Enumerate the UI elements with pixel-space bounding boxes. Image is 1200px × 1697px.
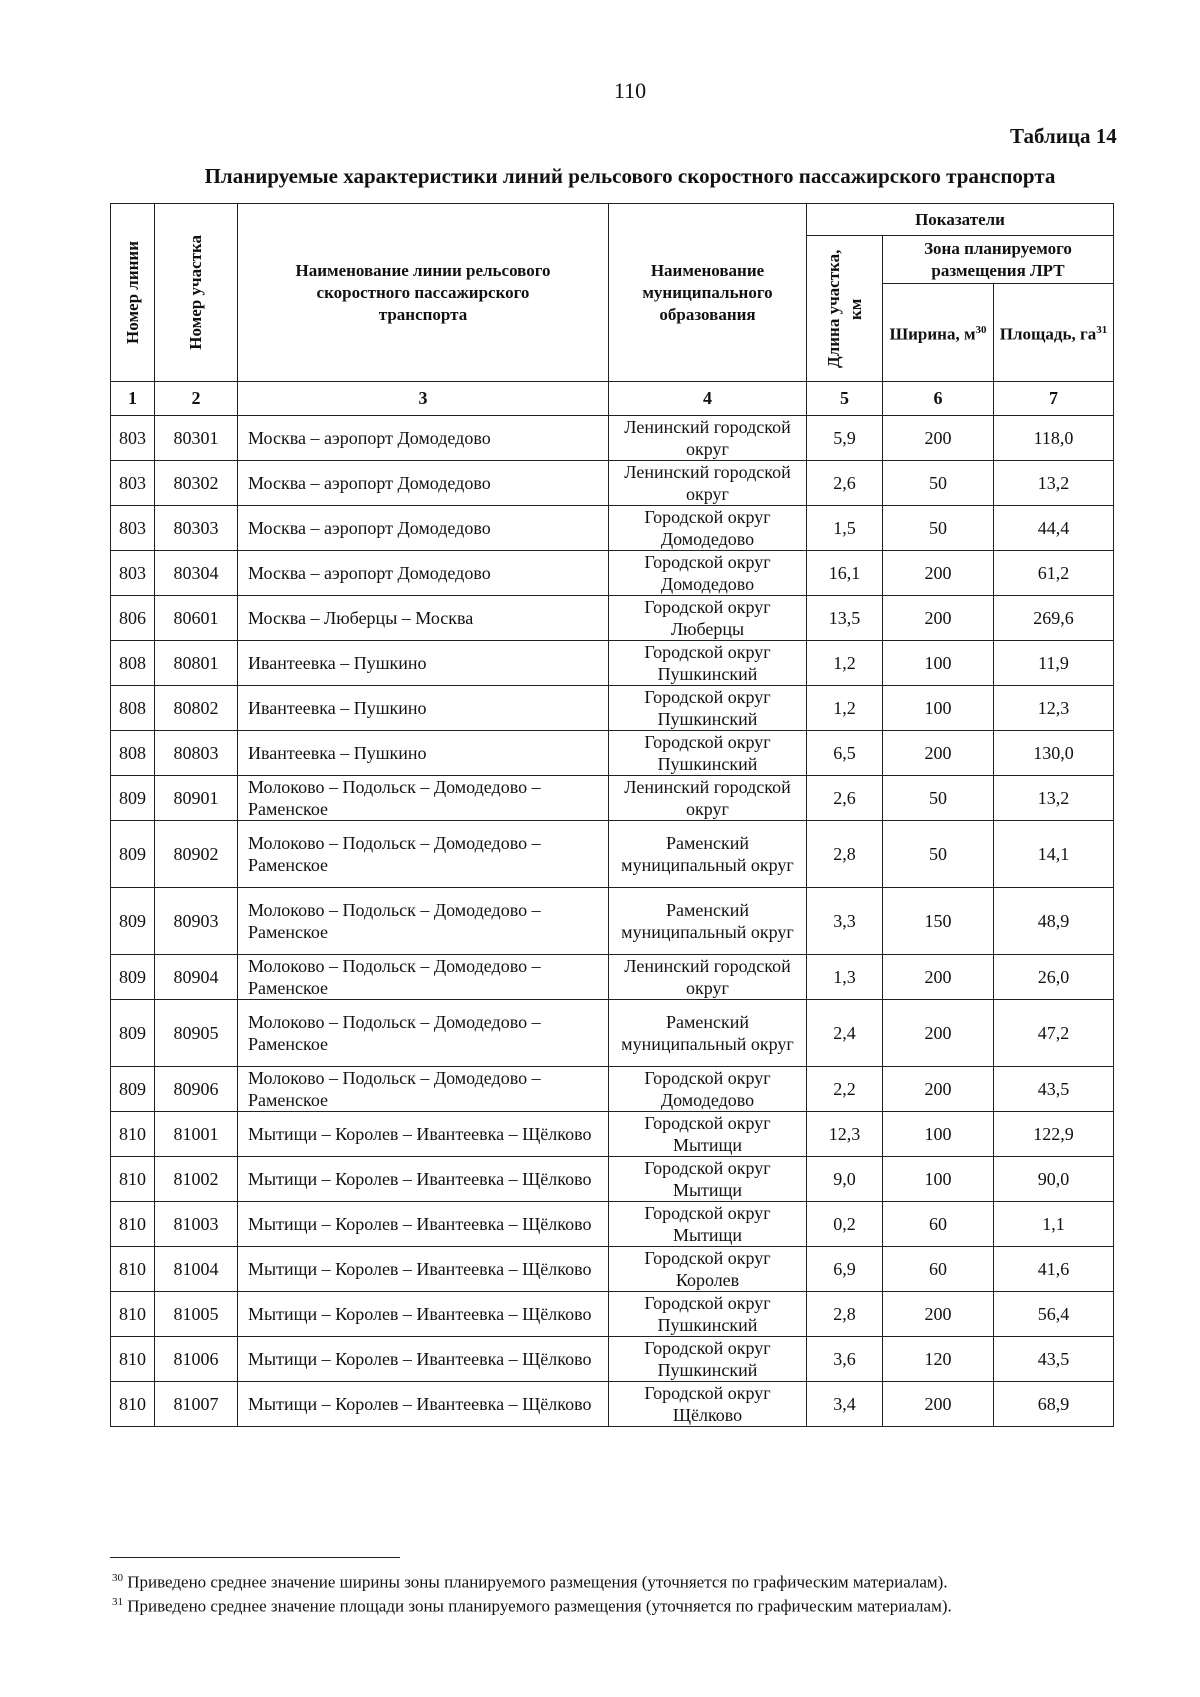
cell-line-name: Мытищи – Королев – Ивантеевка – Щёлково (238, 1292, 609, 1337)
table-label: Таблица 14 (1010, 124, 1117, 148)
cell-length: 0,2 (807, 1202, 883, 1247)
cell-section-number: 80901 (155, 776, 238, 821)
cell-length: 6,9 (807, 1247, 883, 1292)
table-row (111, 731, 1114, 776)
cell-width: 150 (883, 888, 994, 955)
cell-area: 11,9 (994, 641, 1114, 686)
cell-line-number: 810 (111, 1112, 155, 1157)
cell-area: 43,5 (994, 1067, 1114, 1112)
table-row (111, 1337, 1114, 1382)
cell-line-number: 803 (111, 506, 155, 551)
cell-area: 14,1 (994, 821, 1114, 888)
cell-area: 269,6 (994, 596, 1114, 641)
cell-width: 50 (883, 776, 994, 821)
table-row (111, 821, 1114, 888)
table-row (111, 551, 1114, 596)
cell-municipality: Городской округ Домодедово (609, 1067, 807, 1112)
cell-line-number: 810 (111, 1247, 155, 1292)
cell-line-name: Ивантеевка – Пушкино (238, 731, 609, 776)
cell-area: 122,9 (994, 1112, 1114, 1157)
cell-line-number: 810 (111, 1382, 155, 1427)
cell-width: 60 (883, 1202, 994, 1247)
cell-width: 200 (883, 955, 994, 1000)
cell-section-number: 80802 (155, 686, 238, 731)
table-row (111, 1157, 1114, 1202)
cell-line-name: Москва – Люберцы – Москва (238, 596, 609, 641)
table-row (111, 461, 1114, 506)
cell-length: 1,5 (807, 506, 883, 551)
cell-width: 200 (883, 1382, 994, 1427)
cell-municipality: Городской округ Щёлково (609, 1382, 807, 1427)
header-width: Ширина, $м^{30}$ (883, 284, 994, 382)
cell-area: 47,2 (994, 1000, 1114, 1067)
cell-line-number: 809 (111, 1067, 155, 1112)
cell-area: 13,2 (994, 461, 1114, 506)
table-row (111, 1067, 1114, 1112)
table-row (111, 1000, 1114, 1067)
cell-area: 12,3 (994, 686, 1114, 731)
table-row (111, 888, 1114, 955)
cell-width: 50 (883, 461, 994, 506)
cell-length: 2,8 (807, 1292, 883, 1337)
cell-area: 1,1 (994, 1202, 1114, 1247)
cell-width: 120 (883, 1337, 994, 1382)
table-row (111, 416, 1114, 461)
cell-line-name: Москва – аэропорт Домодедово (238, 551, 609, 596)
cell-municipality: Городской округ Домодедово (609, 551, 807, 596)
cell-line-name: Мытищи – Королев – Ивантеевка – Щёлково (238, 1382, 609, 1427)
cell-section-number: 80803 (155, 731, 238, 776)
cell-section-number: 81007 (155, 1382, 238, 1427)
cell-area: 68,9 (994, 1382, 1114, 1427)
cell-area: 130,0 (994, 731, 1114, 776)
cell-municipality: Городской округ Королев (609, 1247, 807, 1292)
cell-line-number: 810 (111, 1202, 155, 1247)
cell-section-number: 81006 (155, 1337, 238, 1382)
cell-section-number: 80905 (155, 1000, 238, 1067)
cell-line-name: Ивантеевка – Пушкино (238, 686, 609, 731)
cell-section-number: 81004 (155, 1247, 238, 1292)
header-municipality: Наименование муниципального образования (609, 204, 807, 382)
cell-line-name: Мытищи – Королев – Ивантеевка – Щёлково (238, 1247, 609, 1292)
cell-area: 118,0 (994, 416, 1114, 461)
column-number: 3 (238, 382, 609, 416)
header-zone: Зона планируемого размещения ЛРТ (883, 236, 1114, 284)
cell-length: 3,3 (807, 888, 883, 955)
cell-length: 2,6 (807, 461, 883, 506)
cell-length: 1,3 (807, 955, 883, 1000)
column-number: 6 (883, 382, 994, 416)
cell-line-number: 808 (111, 731, 155, 776)
cell-municipality: Ленинский городской округ (609, 955, 807, 1000)
cell-width: 200 (883, 551, 994, 596)
cell-length: 9,0 (807, 1157, 883, 1202)
cell-line-name: Мытищи – Королев – Ивантеевка – Щёлково (238, 1112, 609, 1157)
cell-width: 100 (883, 1157, 994, 1202)
cell-length: 12,3 (807, 1112, 883, 1157)
cell-line-name: Ивантеевка – Пушкино (238, 641, 609, 686)
cell-length: 2,4 (807, 1000, 883, 1067)
cell-line-name: Мытищи – Королев – Ивантеевка – Щёлково (238, 1337, 609, 1382)
cell-length: 16,1 (807, 551, 883, 596)
table-row (111, 686, 1114, 731)
column-number-row (111, 382, 1114, 416)
cell-area: 48,9 (994, 888, 1114, 955)
cell-line-name: Молоково – Подольск – Домодедово – Раменское (238, 776, 609, 821)
cell-length: 1,2 (807, 686, 883, 731)
cell-municipality: Раменский муниципальный округ (609, 821, 807, 888)
header-line-number: Номер линии (111, 204, 155, 382)
cell-section-number: 80303 (155, 506, 238, 551)
cell-section-number: 80304 (155, 551, 238, 596)
column-number: 1 (111, 382, 155, 416)
table-title: Планируемые характеристики линий рельсового скоростного пассажирского транспорта (204, 164, 1056, 188)
cell-width: 200 (883, 596, 994, 641)
cell-section-number: 80903 (155, 888, 238, 955)
cell-section-number: 81001 (155, 1112, 238, 1157)
cell-section-number: 80902 (155, 821, 238, 888)
cell-section-number: 81005 (155, 1292, 238, 1337)
footnote-30: $^{30}$ Приведено среднее значение ширины зоны планируемого размещения (уточняется по графическим материалам). (112, 1572, 948, 1592)
cell-municipality: Городской округ Пушкинский (609, 1292, 807, 1337)
table-row (111, 1112, 1114, 1157)
cell-line-number: 803 (111, 461, 155, 506)
cell-area: 43,5 (994, 1337, 1114, 1382)
cell-length: 3,4 (807, 1382, 883, 1427)
cell-line-number: 810 (111, 1292, 155, 1337)
cell-line-number: 809 (111, 955, 155, 1000)
cell-line-name: Мытищи – Королев – Ивантеевка – Щёлково (238, 1157, 609, 1202)
table-row (111, 1292, 1114, 1337)
cell-section-number: 80906 (155, 1067, 238, 1112)
cell-section-number: 80904 (155, 955, 238, 1000)
header-indicators: Показатели (807, 204, 1114, 236)
cell-line-name: Москва – аэропорт Домодедово (238, 416, 609, 461)
cell-width: 200 (883, 416, 994, 461)
header-area: Площадь, $га^{31}$ (994, 284, 1114, 382)
column-number: 7 (994, 382, 1114, 416)
cell-area: 41,6 (994, 1247, 1114, 1292)
cell-width: 200 (883, 1292, 994, 1337)
cell-width: 100 (883, 686, 994, 731)
cell-area: 13,2 (994, 776, 1114, 821)
cell-area: 61,2 (994, 551, 1114, 596)
cell-municipality: Ленинский городской округ (609, 416, 807, 461)
cell-width: 200 (883, 1000, 994, 1067)
cell-area: 26,0 (994, 955, 1114, 1000)
cell-municipality: Городской округ Пушкинский (609, 686, 807, 731)
cell-line-name: Москва – аэропорт Домодедово (238, 461, 609, 506)
cell-length: 2,8 (807, 821, 883, 888)
cell-line-name: Молоково – Подольск – Домодедово – Раменское (238, 821, 609, 888)
cell-line-number: 809 (111, 776, 155, 821)
header-line-name: Наименование линии рельсового скоростного пассажирского транспорта (238, 204, 609, 382)
cell-line-number: 809 (111, 888, 155, 955)
cell-length: 5,9 (807, 416, 883, 461)
cell-line-number: 803 (111, 416, 155, 461)
cell-width: 100 (883, 641, 994, 686)
cell-line-name: Молоково – Подольск – Домодедово – Раменское (238, 955, 609, 1000)
header-section-length: Длина участка, км (807, 236, 883, 382)
cell-area: 56,4 (994, 1292, 1114, 1337)
cell-municipality: Раменский муниципальный округ (609, 888, 807, 955)
cell-line-number: 808 (111, 641, 155, 686)
cell-width: 200 (883, 1067, 994, 1112)
cell-line-name: Москва – аэропорт Домодедово (238, 506, 609, 551)
cell-line-number: 810 (111, 1337, 155, 1382)
page-number: 110 (613, 78, 647, 103)
cell-length: 3,6 (807, 1337, 883, 1382)
cell-section-number: 81003 (155, 1202, 238, 1247)
cell-section-number: 80301 (155, 416, 238, 461)
cell-municipality: Городской округ Мытищи (609, 1202, 807, 1247)
table-row (111, 776, 1114, 821)
cell-width: 50 (883, 821, 994, 888)
cell-section-number: 80302 (155, 461, 238, 506)
cell-municipality: Городской округ Пушкинский (609, 1337, 807, 1382)
cell-line-number: 809 (111, 821, 155, 888)
cell-line-name: Молоково – Подольск – Домодедово – Раменское (238, 1000, 609, 1067)
cell-section-number: 80601 (155, 596, 238, 641)
table-row (111, 641, 1114, 686)
cell-municipality: Городской округ Пушкинский (609, 641, 807, 686)
header-section-number: Номер участка (155, 204, 238, 382)
table-row (111, 1382, 1114, 1427)
table-row (111, 1202, 1114, 1247)
cell-line-number: 803 (111, 551, 155, 596)
cell-line-name: Молоково – Подольск – Домодедово – Раменское (238, 1067, 609, 1112)
cell-municipality: Городской округ Домодедово (609, 506, 807, 551)
cell-width: 60 (883, 1247, 994, 1292)
cell-area: 44,4 (994, 506, 1114, 551)
cell-length: 2,2 (807, 1067, 883, 1112)
cell-line-number: 810 (111, 1157, 155, 1202)
cell-area: 90,0 (994, 1157, 1114, 1202)
cell-municipality: Ленинский городской округ (609, 461, 807, 506)
cell-length: 6,5 (807, 731, 883, 776)
cell-width: 100 (883, 1112, 994, 1157)
cell-municipality: Ленинский городской округ (609, 776, 807, 821)
cell-line-number: 808 (111, 686, 155, 731)
cell-length: 13,5 (807, 596, 883, 641)
table-row (111, 955, 1114, 1000)
column-number: 4 (609, 382, 807, 416)
cell-width: 200 (883, 731, 994, 776)
cell-width: 50 (883, 506, 994, 551)
table-row (111, 506, 1114, 551)
cell-section-number: 81002 (155, 1157, 238, 1202)
cell-length: 2,6 (807, 776, 883, 821)
column-number: 2 (155, 382, 238, 416)
cell-section-number: 80801 (155, 641, 238, 686)
cell-line-number: 806 (111, 596, 155, 641)
cell-municipality: Городской округ Пушкинский (609, 731, 807, 776)
footnote-divider (110, 1557, 400, 1558)
cell-municipality: Раменский муниципальный округ (609, 1000, 807, 1067)
cell-length: 1,2 (807, 641, 883, 686)
cell-line-number: 809 (111, 1000, 155, 1067)
cell-line-name: Мытищи – Королев – Ивантеевка – Щёлково (238, 1202, 609, 1247)
table-row (111, 1247, 1114, 1292)
column-number: 5 (807, 382, 883, 416)
characteristics-table (110, 203, 1114, 1427)
cell-municipality: Городской округ Люберцы (609, 596, 807, 641)
footnote-31: $^{31}$ Приведено среднее значение площади зоны планируемого размещения (уточняется по графическим материалам). (112, 1596, 952, 1616)
cell-municipality: Городской округ Мытищи (609, 1112, 807, 1157)
cell-municipality: Городской округ Мытищи (609, 1157, 807, 1202)
table-row (111, 596, 1114, 641)
cell-line-name: Молоково – Подольск – Домодедово – Раменское (238, 888, 609, 955)
